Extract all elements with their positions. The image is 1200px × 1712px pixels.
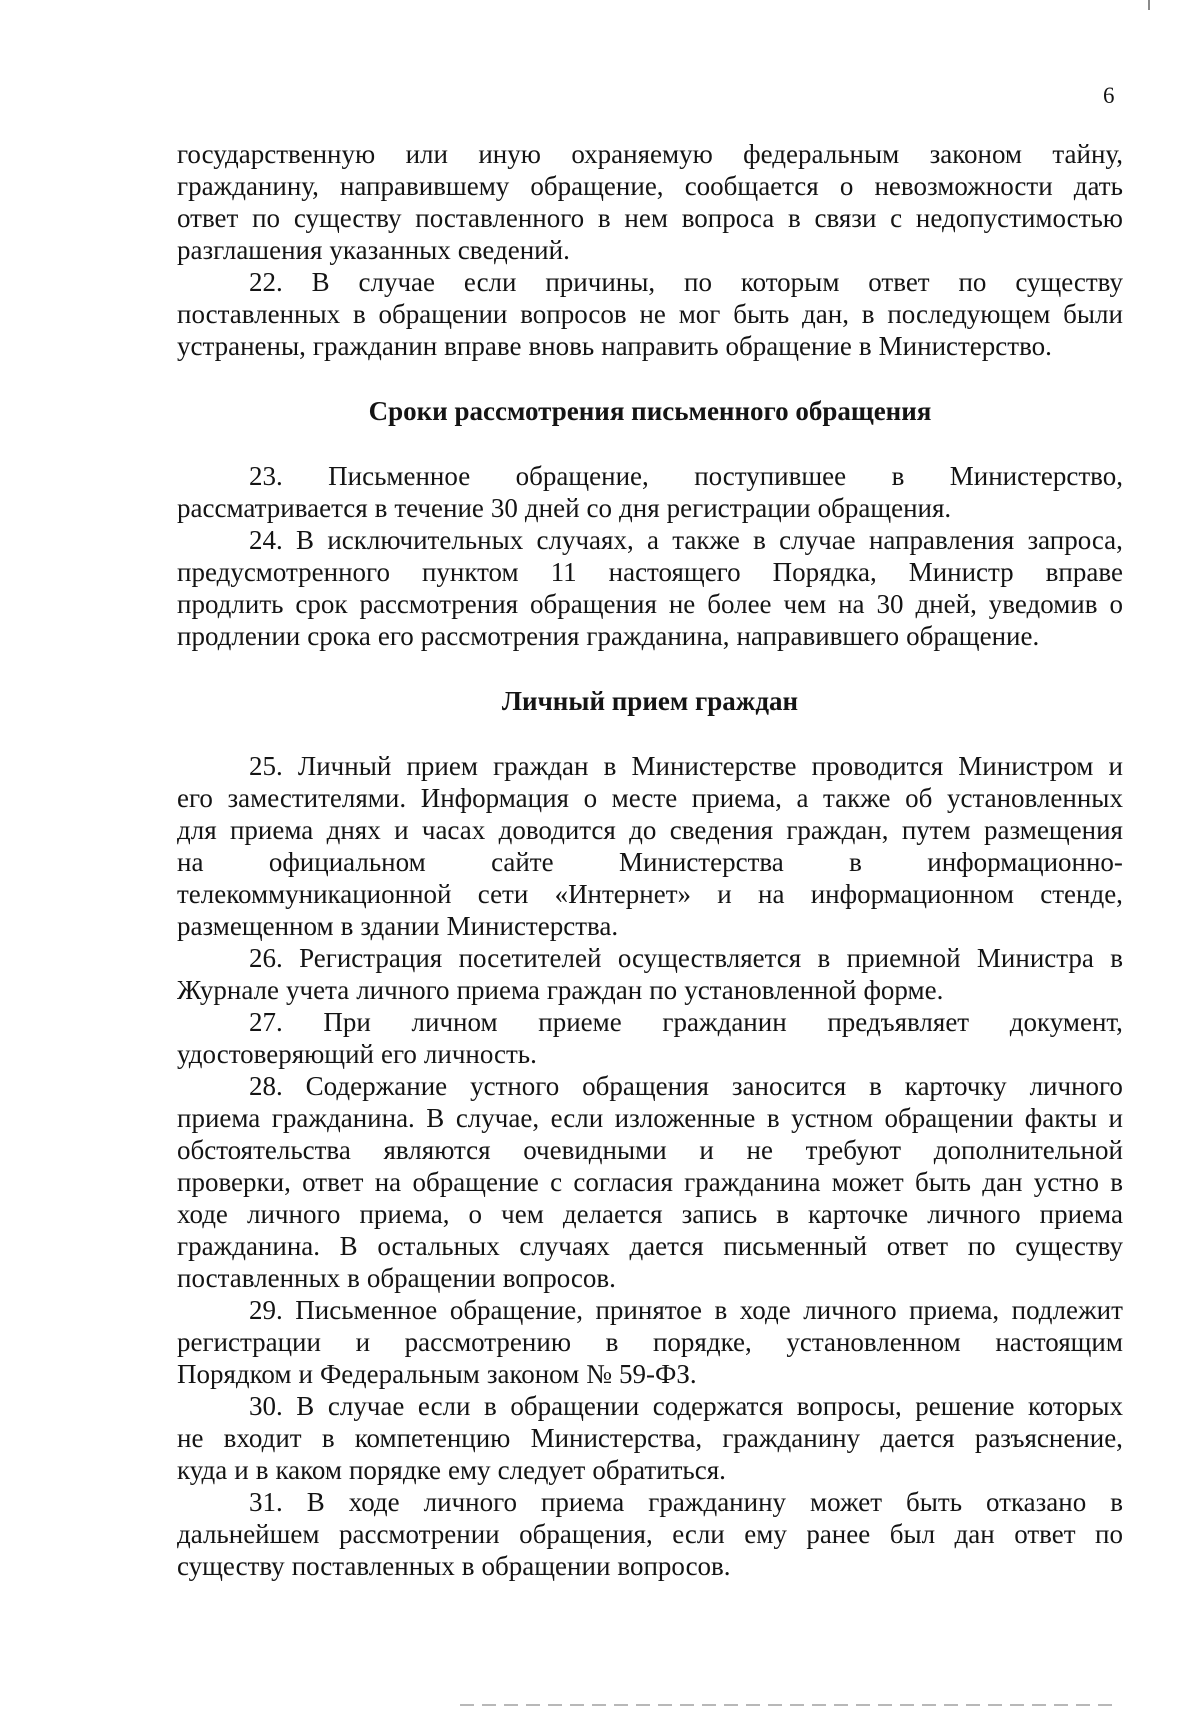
- paragraph: [177, 138, 1123, 266]
- text-line: разглашения указанных сведений.: [177, 235, 570, 265]
- text-line: 30. В случае если в обращении содержатся вопросы, решение которых: [249, 1391, 1123, 1421]
- text-line: ответ по существу поставленного в нем вопроса в связи с недопустимостью: [177, 203, 1123, 233]
- text-line: Порядком и Федеральным законом № 59-ФЗ.: [177, 1359, 697, 1389]
- section-heading: Сроки рассмотрения письменного обращения: [368, 396, 932, 426]
- text-line: 22. В случае если причины, по которым ответ по существу: [249, 267, 1123, 297]
- text-line: его заместителями. Информация о месте приема, а также об установленных: [177, 783, 1123, 813]
- text-line: устранены, гражданин вправе вновь направить обращение в Министерство.: [177, 331, 1052, 361]
- scan-edge-mark: [1148, 0, 1150, 10]
- text-line: 23. Письменное обращение, поступившее в Министерство,: [249, 461, 1123, 491]
- paragraph: [177, 1006, 1123, 1070]
- text-line: на официальном сайте Министерства в информационно-: [177, 847, 1123, 877]
- text-line: ходе личного приема, о чем делается запись в карточке личного приема: [177, 1199, 1123, 1229]
- text-line: 28. Содержание устного обращения заносится в карточку личного: [249, 1071, 1123, 1101]
- text-line: размещенном в здании Министерства.: [177, 911, 619, 941]
- text-line: государственную или иную охраняемую федеральным законом тайну,: [177, 139, 1123, 169]
- text-line: 26. Регистрация посетителей осуществляется в приемной Министра в: [249, 943, 1123, 973]
- text-line: проверки, ответ на обращение с согласия гражданина может быть дан устно в: [177, 1167, 1123, 1197]
- text-line: Журнале учета личного приема граждан по установленной форме.: [177, 975, 944, 1005]
- text-line: существу поставленных в обращении вопросов.: [177, 1551, 731, 1581]
- document-body: [177, 138, 1123, 1582]
- text-line: приема гражданина. В случае, если изложенные в устном обращении факты и: [177, 1103, 1123, 1133]
- paragraph: [177, 266, 1123, 362]
- text-line: 29. Письменное обращение, принятое в ходе личного приема, подлежит: [249, 1295, 1123, 1325]
- paragraph: [177, 750, 1123, 942]
- paragraph: [177, 1070, 1123, 1294]
- paragraph: [177, 1390, 1123, 1486]
- text-line: поставленных в обращении вопросов.: [177, 1263, 616, 1293]
- scan-edge-mark-bottom: [460, 1704, 1120, 1706]
- text-line: дальнейшем рассмотрении обращения, если ему ранее был дан ответ по: [177, 1519, 1123, 1549]
- section-heading: Личный прием граждан: [501, 686, 799, 716]
- page-number: 6: [1103, 83, 1115, 108]
- text-line: обстоятельства являются очевидными и не требуют дополнительной: [177, 1135, 1123, 1165]
- text-line: для приема днях и часах доводится до сведения граждан, путем размещения: [177, 815, 1123, 845]
- text-line: не входит в компетенцию Министерства, гражданину дается разъяснение,: [177, 1423, 1123, 1453]
- text-line: гражданину, направившему обращение, сообщается о невозможности дать: [177, 171, 1123, 201]
- text-line: куда и в каком порядке ему следует обратиться.: [177, 1455, 726, 1485]
- paragraph: [177, 1294, 1123, 1390]
- text-line: продлении срока его рассмотрения гражданина, направившего обращение.: [177, 621, 1040, 651]
- text-line: регистрации и рассмотрению в порядке, установленном настоящим: [177, 1327, 1123, 1357]
- paragraph: [177, 524, 1123, 652]
- text-line: удостоверяющий его личность.: [177, 1039, 537, 1069]
- text-line: 24. В исключительных случаях, а также в случае направления запроса,: [249, 525, 1123, 555]
- text-line: рассматривается в течение 30 дней со дня регистрации обращения.: [177, 493, 952, 523]
- text-line: предусмотренного пунктом 11 настоящего Порядка, Министр вправе: [177, 557, 1123, 587]
- text-line: гражданина. В остальных случаях дается письменный ответ по существу: [177, 1231, 1123, 1261]
- text-line: телекоммуникационной сети «Интернет» и на информационном стенде,: [177, 879, 1123, 909]
- text-line: 31. В ходе личного приема гражданину может быть отказано в: [249, 1487, 1123, 1517]
- paragraph: [177, 1486, 1123, 1582]
- text-line: поставленных в обращении вопросов не мог быть дан, в последующем были: [177, 299, 1123, 329]
- text-line: 27. При личном приеме гражданин предъявляет документ,: [249, 1007, 1123, 1037]
- text-line: 25. Личный прием граждан в Министерстве проводится Министром и: [249, 751, 1123, 781]
- paragraph: [177, 460, 1123, 524]
- paragraph: [177, 942, 1123, 1006]
- text-line: продлить срок рассмотрения обращения не более чем на 30 дней, уведомив о: [177, 589, 1123, 619]
